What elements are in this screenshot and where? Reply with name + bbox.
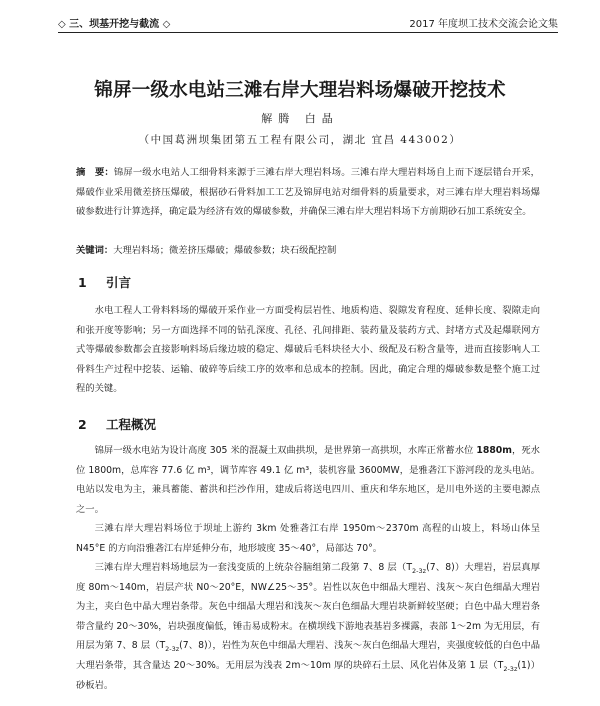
abstract-label: 摘 要： [76,167,114,178]
paragraph-introduction: 水电工程人工骨料料场的爆破开采作业一方面受构层岩性、地质构造、裂隙发育程度、延伸长度、裂隙走向和张开度等影响；另一方面选择不同的钻孔深度、孔径、孔间排距、装药量及装药方式、封堵方式及起爆联网方式等爆破参数都会直接影响料场后缘边坡的稳定、爆破后毛料块径大小、级配及石粉含量等，进而直接影响人工骨料生产过程中挖装、运输、破碎等后续工序的效率和总成本的控制。因此，确定合理的爆破参数是整个施工过程的关键。 [76,305,540,395]
authors: 解腾 白晶 [261,112,339,125]
header-section-label: ◇ 三、坝基开挖与截流 ◇ [58,19,171,30]
text-run: 锦屏一级水电站为设计高度 305 米的混凝土双曲拱坝，是世界第一高拱坝，水库正常蓄水位 [94,445,477,456]
affiliation: （中国葛洲坝集团第五工程有限公司，湖北 宜昌 443002） [138,134,462,146]
abstract [76,163,540,222]
subscript: 2-3z [165,645,180,654]
text-run-bold: 1880m [476,445,512,456]
header-proceedings-title: 2017 年度坝工技术交流会论文集 [409,19,558,30]
subscript: 2-3z [412,566,427,575]
text-run: (1)）砂板岩。 [76,659,540,691]
text-run: 三滩右岸大理岩料场地层为一套浅变质的上统杂谷脑组第二段第 7、8 层（T [94,562,413,573]
section-number: 2 [78,417,87,432]
text-run: (7、8)），岩性为灰色中细晶大理岩、浅灰～灰白色细晶大理岩，夹强度较低的白色中晶大理岩条带，其含量达 20～30%。无用层为浅表 2m～10m 厚的块碎石土层、风化岩体及第 1 层（T [76,640,541,671]
section-number: 1 [78,275,87,290]
text-run: ，死水位 1800m，总库容 77.6 亿 m³，调节库容 49.1 亿 m³，装机容量 3600MW，是雅砻江下游河段的龙头电站。电站以发电为主，兼具蓄能、蓄洪和拦沙作用，建成后将送电四川、重庆和华东地区，是川电外送的主要电源点之一。 [76,445,540,515]
section-title: 工程概况 [106,417,157,432]
text-run: (7、8)）大理岩，岩层真厚度 80m～140m，岩层产状 N0～20°E，NW∠25～35°。岩性以灰色中细晶大理岩、浅灰～灰白色细晶大理岩为主，夹白色中晶大理岩条带。灰色中细晶大理岩和浅灰～灰白色细晶大理岩块新鲜较坚硬；白色中晶大理岩条带含量约 20～30%，岩块强度偏低，锤击易成粉末。在横坝线下游地表基岩多裸露，表部 1～2m 为无用层，有用层为第 7、8 层（T [76,562,540,652]
subscript: 2-3z [503,664,518,673]
paragraph-quarry-geology [76,558,540,695]
keywords [76,241,540,261]
paragraph-quarry-location: 三滩右岸大理岩料场位于坝址上游约 3km 处雅砻江右岸 1950m～2370m 高程的山坡上，料场山体呈 N45°E 的方向沿雅砻江右岸延伸分布，地形坡度 35～40°，局部达 70°。 [76,523,540,554]
section-title: 引言 [106,275,132,290]
paper-title: 锦屏一级水电站三滩右岸大理岩料场爆破开挖技术 [94,80,506,101]
section-heading-project-overview [78,415,156,433]
keywords-text: 大理岩料场；微差挤压爆破；爆破参数；块石级配控制 [113,245,337,256]
running-header [58,12,558,33]
section-heading-introduction [78,273,131,291]
keywords-label: 关键词： [76,245,114,256]
abstract-text: 锦屏一级水电站人工细骨料来源于三滩右岸大理岩料场。三滩右岸大理岩料场自上而下逐层错台开采，爆破作业采用微差挤压爆破，根据砂石骨料加工工艺及锦屏电站对细骨料的质量要求，对三滩右岸大理岩料场爆破参数进行计算选择，确定最为经济有效的爆破参数，并确保三滩右岸大理岩料场下方前期砂石加工系统安全。 [76,167,540,218]
paragraph-project-overview [76,441,540,519]
